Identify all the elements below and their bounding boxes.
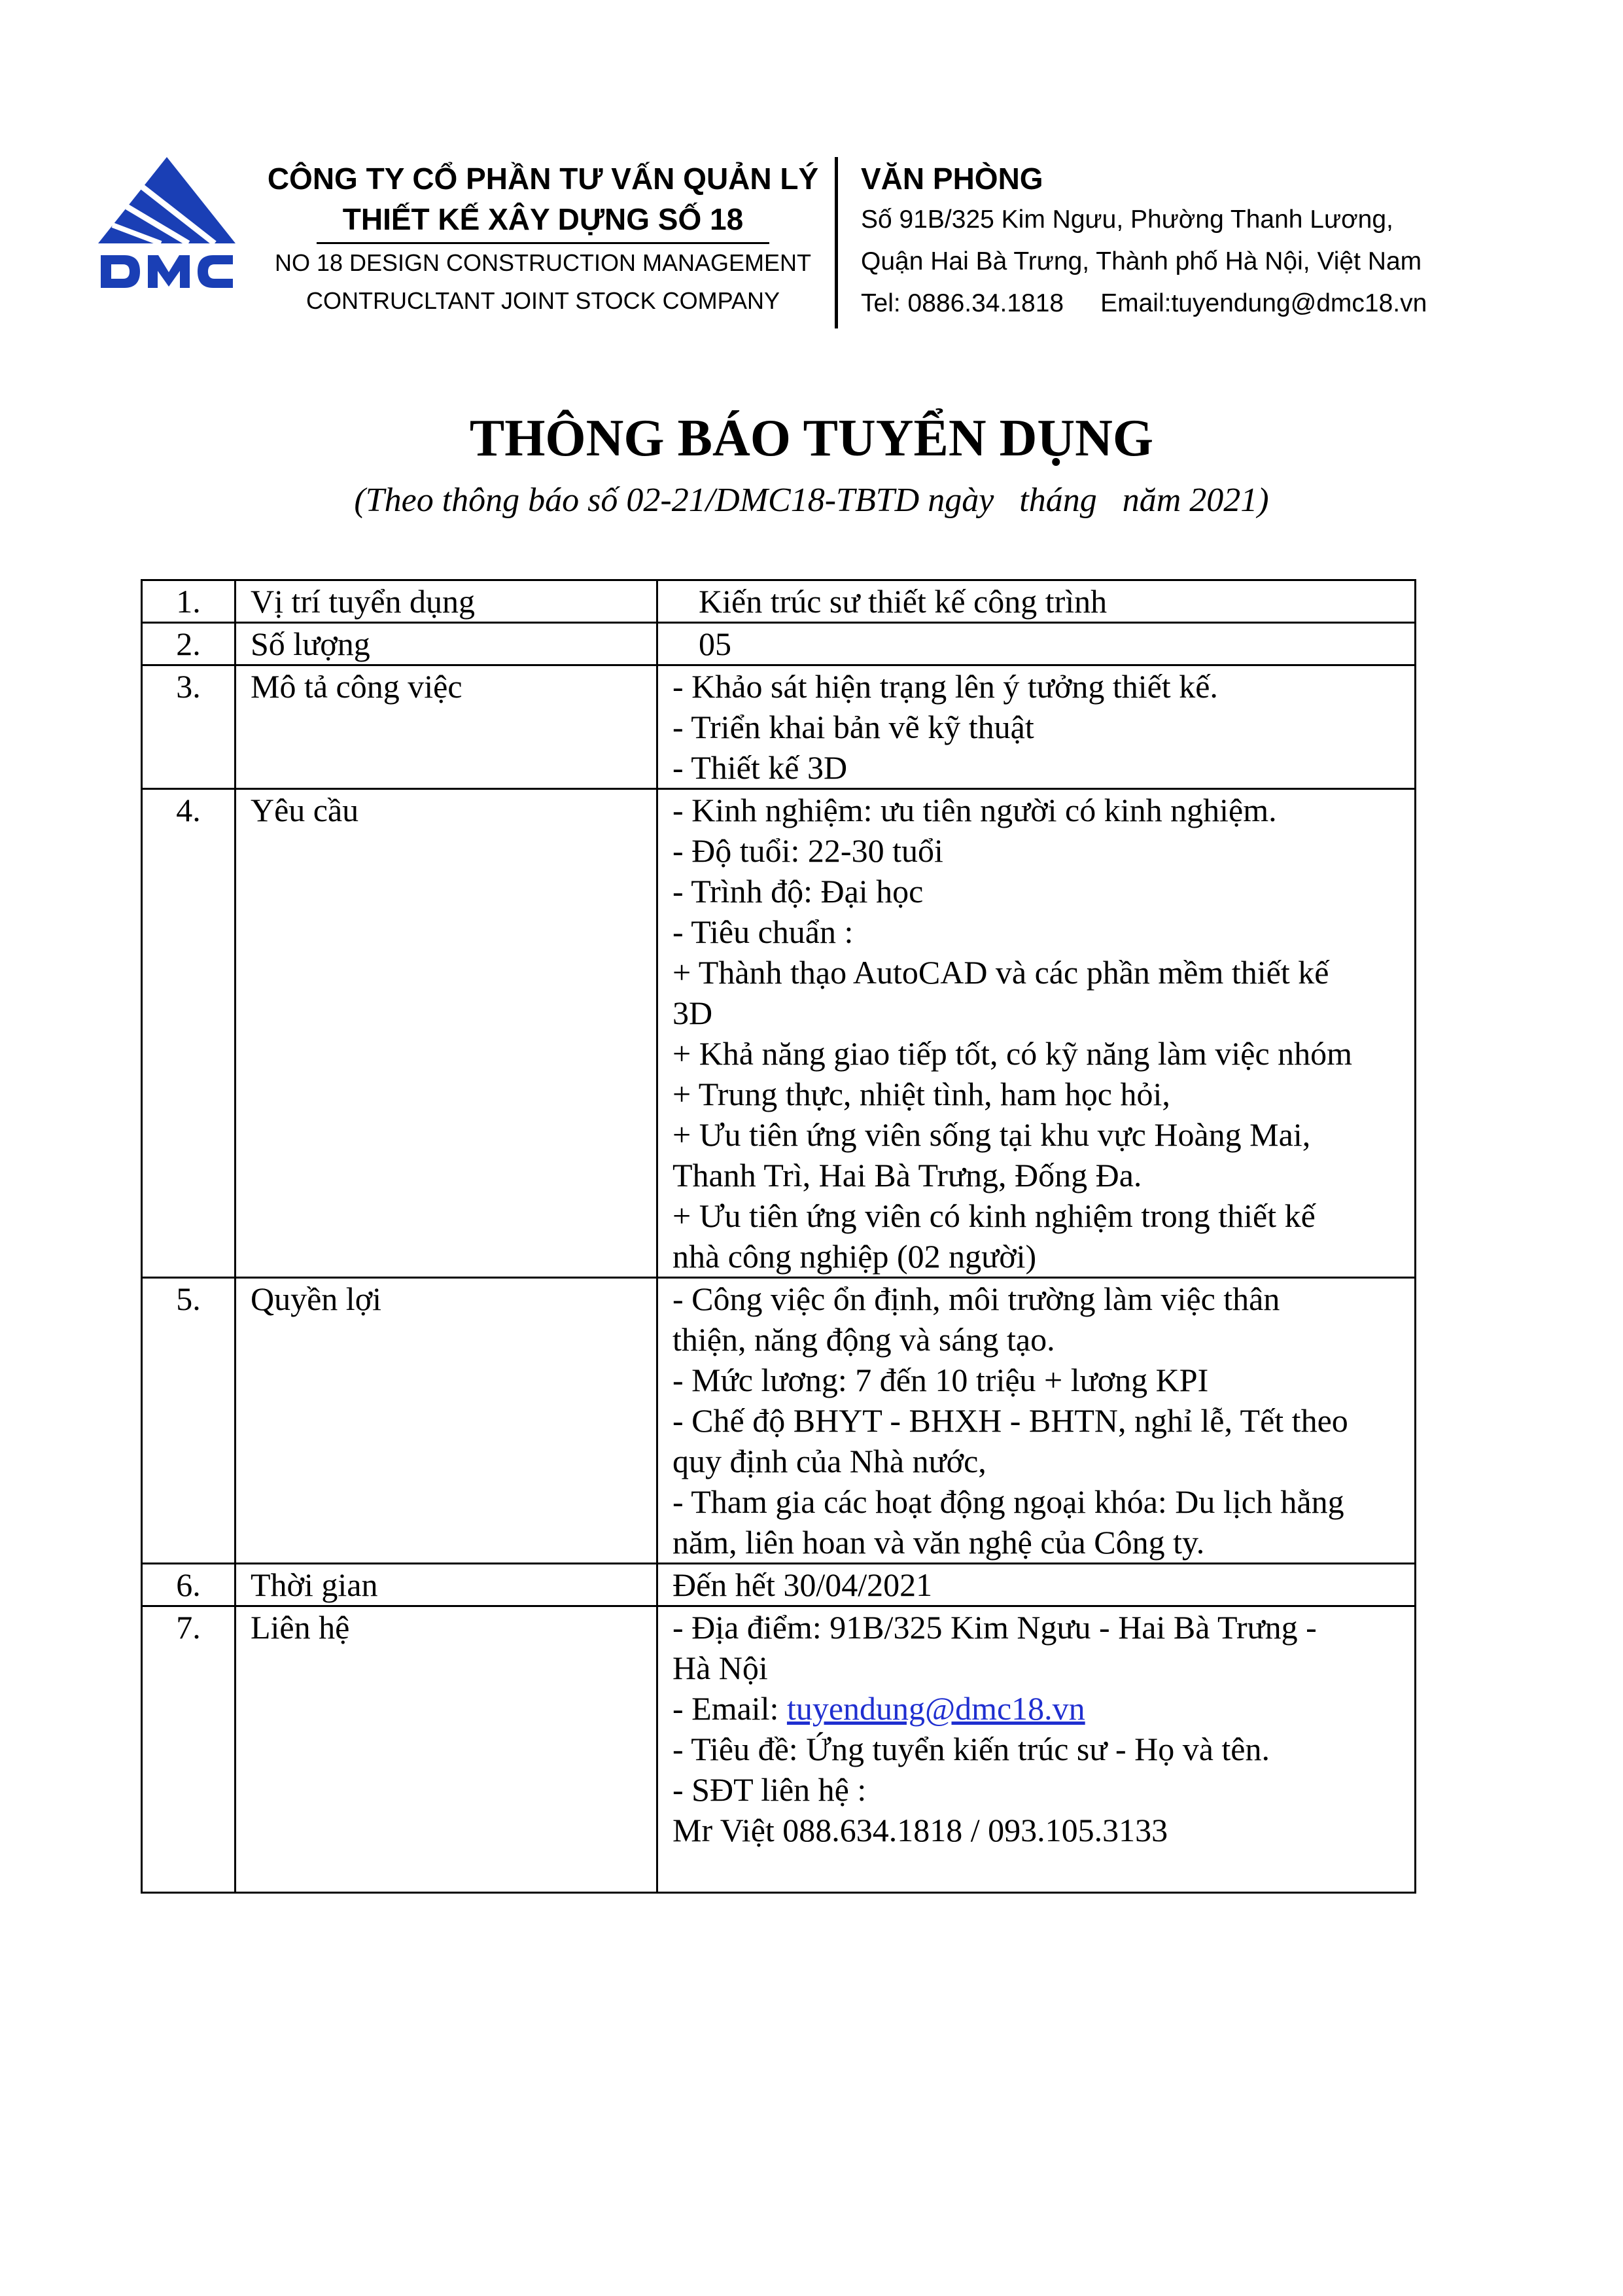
office-phone: Tel: 0886.34.1818	[861, 289, 1064, 317]
row-number: 7.	[142, 1606, 236, 1893]
company-logo	[98, 157, 236, 294]
value-line: - Triển khai bản vẽ kỹ thuật	[672, 709, 1034, 745]
value-line: + Ưu tiên ứng viên có kinh nghiệm trong thiết kế	[672, 1197, 1316, 1234]
row-value	[657, 789, 1416, 1278]
office-address-line1: Số 91B/325 Kim Ngưu, Phường Thanh Lương,	[861, 205, 1393, 234]
value-line: nhà công nghiệp (02 người)	[672, 1238, 1037, 1275]
row-field: Mô tả công việc	[236, 665, 657, 789]
value-line: - Thiết kế 3D	[672, 749, 848, 786]
table-row	[142, 1564, 1416, 1606]
company-block	[262, 158, 824, 320]
row-value	[657, 623, 1416, 665]
row-field: Yêu cầu	[236, 789, 657, 1278]
value-line: - Tiêu chuẩn :	[672, 913, 854, 950]
table-row	[142, 623, 1416, 665]
email-prefix: - Email:	[672, 1690, 787, 1727]
value-line: Đến hết 30/04/2021	[672, 1566, 933, 1603]
row-number: 4.	[142, 789, 236, 1278]
dmc-logo-icon	[98, 157, 236, 294]
table-row	[142, 665, 1416, 789]
value-line: - Tiêu đề: Ứng tuyển kiến trúc sư - Họ và tên.	[672, 1731, 1270, 1767]
row-value	[657, 1606, 1416, 1893]
value-line: năm, liên hoan và văn nghệ của Công ty.	[672, 1524, 1205, 1561]
value-line: - Độ tuổi: 22-30 tuổi	[672, 832, 943, 869]
row-number: 1.	[142, 580, 236, 623]
company-name-vi-line2: THIẾT KẾ XÂY DỰNG SỐ 18	[317, 199, 769, 244]
row-number: 5.	[142, 1278, 236, 1564]
row-value	[657, 1564, 1416, 1606]
table-row	[142, 1278, 1416, 1564]
company-name-en-line2: CONTRUCLTANT JOINT STOCK COMPANY	[305, 287, 780, 314]
row-value	[657, 580, 1416, 623]
office-block	[861, 158, 1594, 325]
value-line: Thanh Trì, Hai Bà Trưng, Đống Đa.	[672, 1157, 1142, 1193]
value-line: - Địa điểm: 91B/325 Kim Ngưu - Hai Bà Trưng -	[672, 1609, 1317, 1646]
value-line: 05	[699, 626, 731, 662]
value-line: Hà Nội	[672, 1650, 768, 1686]
email-link[interactable]: tuyendung@dmc18.vn	[786, 1690, 1085, 1727]
value-line: Mr Việt 088.634.1818 / 093.105.3133	[672, 1812, 1168, 1848]
document-subtitle: (Theo thông báo số 02-21/DMC18-TBTD ngày tháng năm 2021)	[354, 482, 1269, 519]
value-line: thiện, năng động và sáng tạo.	[672, 1321, 1055, 1358]
value-line: - Chế độ BHYT - BHXH - BHTN, nghỉ lễ, Tết theo	[672, 1402, 1348, 1439]
row-field: Số lượng	[236, 623, 657, 665]
document-title: THÔNG BÁO TUYỂN DỤNG	[469, 410, 1154, 467]
table-row	[142, 580, 1416, 623]
value-line: + Ưu tiên ứng viên sống tại khu vực Hoàng Mai,	[672, 1116, 1311, 1153]
value-line: - Công việc ổn định, môi trường làm việc thân	[672, 1280, 1280, 1317]
table-row	[142, 1606, 1416, 1893]
value-line: - SĐT liên hệ :	[672, 1771, 867, 1808]
row-value	[657, 1278, 1416, 1564]
value-line: - Tham gia các hoạt động ngoại khóa: Du lịch hằng	[672, 1483, 1344, 1520]
email-line	[672, 1688, 1405, 1729]
row-number: 3.	[142, 665, 236, 789]
row-field: Thời gian	[236, 1564, 657, 1606]
row-field: Quyền lợi	[236, 1278, 657, 1564]
office-email: Email:tuyendung@dmc18.vn	[1100, 289, 1427, 317]
value-line: + Trung thực, nhiệt tình, ham học hỏi,	[672, 1076, 1170, 1112]
table-row	[142, 789, 1416, 1278]
row-number: 2.	[142, 623, 236, 665]
value-line: + Khả năng giao tiếp tốt, có kỹ năng làm việc nhóm	[672, 1035, 1353, 1072]
value-line: + Thành thạo AutoCAD và các phần mềm thiết kế	[672, 954, 1329, 991]
row-field: Liên hệ	[236, 1606, 657, 1893]
header-divider	[835, 157, 838, 328]
office-title: VĂN PHÒNG	[861, 162, 1043, 196]
value-line: quy định của Nhà nước,	[672, 1443, 986, 1479]
row-value	[657, 665, 1416, 789]
value-line: 3D	[672, 995, 713, 1031]
value-line: - Trình độ: Đại học	[672, 873, 924, 910]
office-contact-line	[861, 283, 1594, 325]
value-line: - Mức lương: 7 đến 10 triệu + lương KPI	[672, 1362, 1209, 1398]
office-address-line2: Quận Hai Bà Trưng, Thành phố Hà Nội, Việt Nam	[861, 247, 1422, 275]
value-line: - Khảo sát hiện trạng lên ý tưởng thiết kế.	[672, 668, 1218, 705]
recruitment-table	[141, 579, 1416, 1894]
row-field: Vị trí tuyển dụng	[236, 580, 657, 623]
value-line: - Kinh nghiệm: ưu tiên người có kinh nghiệm.	[672, 792, 1277, 828]
row-number: 6.	[142, 1564, 236, 1606]
value-line: Kiến trúc sư thiết kế công trình	[699, 583, 1108, 620]
company-name-en-line1: NO 18 DESIGN CONSTRUCTION MANAGEMENT	[274, 249, 812, 276]
company-name-vi-line1: CÔNG TY CỔ PHẦN TƯ VẤN QUẢN LÝ	[267, 162, 819, 196]
